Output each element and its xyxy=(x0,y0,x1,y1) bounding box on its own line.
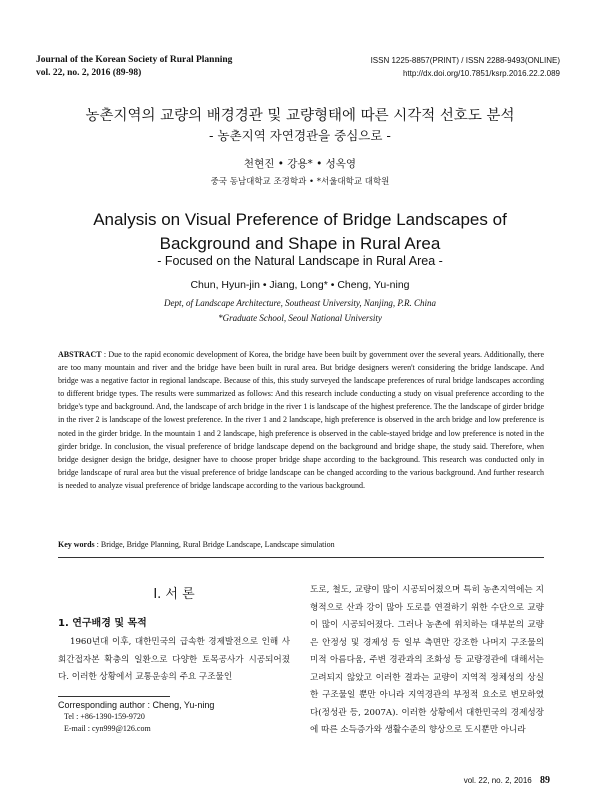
english-authors: Chun, Hyun-jin • Jiang, Long* • Cheng, Yu-ning xyxy=(190,279,410,291)
section-heading: I. 서 론 xyxy=(153,587,195,602)
keywords xyxy=(58,540,544,549)
corresponding-author: Corresponding author : Cheng, Yu-ning xyxy=(58,700,215,710)
issn: ISSN 1225-8857(PRINT) / ISSN 2288-9493(ONLINE) xyxy=(370,56,560,65)
body-text-right: 도로, 철도, 교량이 많이 시공되어졌으며 특히 농촌지역에는 지형적으로 산과 강이 많아 도로를 연결하기 위한 수단으로 교량이 많이 시공되어졌다. 그러나 농촌에 위치하는 대부분의 교량은 안정성 및 경제성 등 일부 측면만 강조한 나머지 구조물의 미적 아름다움, 주변 경관과의 조화성 등 교량경관에 대해서는 고려되지 않았고 이러한 결과는 교량이 지역적 정체성의 상실한 구조물일 뿐만 아니라 지역경관의 부정적 요소로 변모하였다(정성관 등, 2007A). 이러한 상황에서 대한민국의 경제성장에 따른 소득증가와 생활수준의 향상으로 도시뿐만 아니라 xyxy=(310,585,544,735)
journal-header xyxy=(36,54,232,80)
abstract-label: ABSTRACT xyxy=(58,350,102,359)
journal-volume: vol. 22, no. 2, 2016 (89-98) xyxy=(36,68,142,78)
korean-subtitle: - 농촌지역 자연경관을 중심으로 - xyxy=(209,128,391,143)
keywords-text: : Bridge, Bridge Planning, Rural Bridge Landscape, Landscape simulation xyxy=(96,540,335,549)
korean-affiliation: 중국 동남대학교 조경학과 • *서울대학교 대학원 xyxy=(210,177,390,187)
corresponding-email[interactable]: E-mail : cyn999@126.com xyxy=(64,724,151,733)
english-affiliation-1: Dept, of Landscape Architecture, Southeast University, Nanjing, P.R. China xyxy=(164,298,436,308)
page-footer xyxy=(464,775,550,786)
subsection-heading: 1. 연구배경 및 목적 xyxy=(58,618,147,629)
journal-name: Journal of the Korean Society of Rural Planning xyxy=(36,55,233,65)
footnote-divider xyxy=(58,696,170,697)
english-title-line2: Background and Shape in Rural Area xyxy=(159,234,441,253)
keywords-label: Key words xyxy=(58,540,95,549)
korean-title: 농촌지역의 교량의 배경경관 및 교량형태에 따른 시각적 선호도 분석 xyxy=(85,108,515,124)
correspondence xyxy=(58,699,214,735)
english-affiliation-2: *Graduate School, Seoul National University xyxy=(218,313,382,323)
english-title-line1: Analysis on Visual Preference of Bridge Landscapes of xyxy=(93,210,507,229)
doi-link[interactable]: http://dx.doi.org/10.7851/ksrp.2016.22.2.089 xyxy=(402,69,560,78)
abstract-text: : Due to the rapid economic development of Korea, the bridge have been built by government over the several years. Additionally, there are too many mountain and river and the bridge have been built in rural area. But bridge designers weren't considering the bridge landscape. And bridge was a negative factor in regional landscape. Because of this, this study surveyed the landscape preferences of rural bridge landscapes according to different bridge types. The results were summarized as follows: And this research include conducting a study on visual preference according to the bridge's type and background. And, the landscape of arch bridge in the river 1 is landscape of the highest preference. The the landscape of girder bridge in the river 2 is landscape of the lowest preference. In the river 1 and 2 landscape, high preference is observed in the arch bridge and low preference is noted in the girder bridge. In the mountain 1 and 2 landscape, high preference is observed in the cable-stayed bridge and low preference is noted in the girder bridge. In conclusion, the visual preference of bridge landscape depend on the background and bridge shape, the study said. Therefore, when bridge designer design the bridge, designer have to choose proper bridge shape according to the background. This research was conducted only in bridge landscape of rural area but the visual preference of bridge landscape can be changed according to the various background. And further research is needed to analyze visual preference of bridge landscape according to the various background. xyxy=(58,350,545,490)
korean-authors: 천현진 • 강용* • 성옥영 xyxy=(243,158,357,170)
english-affiliations xyxy=(0,296,600,326)
body-text-left: 1960년대 이후, 대한민국의 급속한 경제발전으로 인해 사회간접자본 확충의 일환으로 다양한 토목공사가 시공되어졌다. 이러한 상황에서 교통운송의 주요 구조물인 xyxy=(58,637,290,682)
abstract xyxy=(58,348,544,492)
english-title xyxy=(0,208,600,256)
english-subtitle: - Focused on the Natural Landscape in Rural Area - xyxy=(157,254,443,268)
corresponding-tel: Tel : +86-1390-159-9720 xyxy=(64,712,145,721)
divider xyxy=(58,557,544,558)
page-number: 89 xyxy=(540,775,550,786)
issn-header xyxy=(371,54,560,80)
footer-issue: vol. 22, no. 2, 2016 xyxy=(463,776,532,785)
